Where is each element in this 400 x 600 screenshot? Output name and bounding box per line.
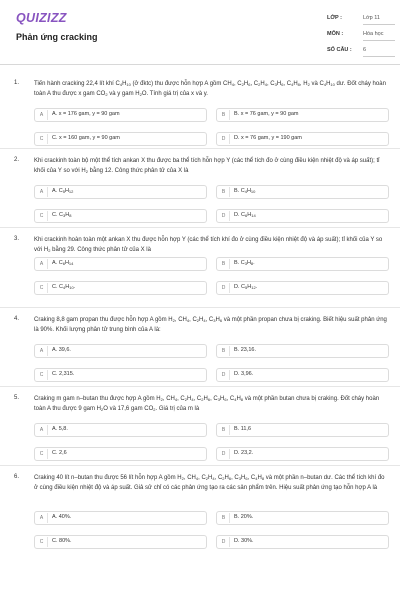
option-text: A. 39,6.: [52, 347, 71, 353]
answer-option-a[interactable]: [34, 257, 207, 271]
option-text: D. 30%.: [234, 538, 254, 544]
answer-option-d[interactable]: [216, 447, 389, 461]
answer-option-b[interactable]: [216, 511, 389, 525]
option-letter-badge: A: [36, 187, 48, 197]
question-number: 5.: [14, 395, 20, 401]
answer-option-c[interactable]: [34, 368, 207, 382]
answer-option-a[interactable]: [34, 185, 207, 199]
answer-option-b[interactable]: [216, 257, 389, 271]
answer-option-a[interactable]: [34, 344, 207, 358]
question-text: Tiến hành cracking 22,4 lít khí $C_4H_{10}$ (ở đktc) thu được hỗn hợp A gồm $CH_4$, $C_2H_6$, $C_2H_4$, $C_3H_6$, $C_4H_8$, $H_2$ và $C_4H_{10}$ dư. Đốt cháy hoàn toàn A thu được x gam $CO_2$ và y gam $H_2O$. Tính giá trị của x và y.: [34, 81, 386, 97]
option-text: D. 23,2.: [234, 450, 254, 456]
question-number: 2.: [14, 157, 20, 163]
option-text: D. $C_5H_{12}$.: [234, 284, 258, 290]
option-text: C. x = 160 gam, y = 90 gam: [52, 135, 120, 141]
question-divider: [0, 227, 400, 228]
option-text: D. 3,96.: [234, 371, 254, 377]
option-letter-badge: C: [36, 134, 48, 144]
meta-class-value: Lớp 11: [363, 15, 380, 21]
answer-option-b[interactable]: [216, 423, 389, 437]
answer-option-c[interactable]: [34, 535, 207, 549]
question-number: 6.: [14, 474, 20, 480]
option-letter-badge: D: [218, 449, 230, 459]
quizizz-logo: QUIZIZZ: [16, 11, 67, 25]
answer-option-a[interactable]: [34, 511, 207, 525]
answer-option-c[interactable]: [34, 209, 207, 223]
option-text: B. 11,6: [234, 426, 252, 432]
question-divider: [0, 307, 400, 308]
option-text: C. 2,315.: [52, 371, 75, 377]
question-text: Craking 40 lít n–butan thu được 56 lít hỗn hợp A gồm $H_2$, $CH_4$, $C_2H_4$, $C_2H_6$, $C_3H_6$, $C_4H_8$ và một phần n–butan dư. Các thể tích khí đo ở cùng điều kiện nhiệt độ và áp suất. Giả sử chỉ có các phản ứng tạo ra các sản phẩm trên. Hiệu suất phản ứng tạo hỗn hợp A là: [34, 475, 385, 491]
question-divider: [0, 465, 400, 466]
question-text: Khi crackinh toàn bộ một thể tích ankan X thu được ba thể tích hỗn hợp Y (các thể tích đo ở cùng điều kiện nhiệt độ và áp suất); tỉ khối của Y so với $H_2$ bằng 12. Công thức phân tử của X là: [34, 158, 380, 174]
option-text: B. 23,16.: [234, 347, 257, 353]
option-text: C. $C_3H_8$: [52, 212, 72, 218]
question-text: Khi crackinh hoàn toàn một ankan X thu được hỗn hợp Y (các thể tích khí đo ở cùng điều kiện nhiệt độ và áp suất); tỉ khối của Y so với $H_2$ bằng 29. Công thức phân tử của X là: [34, 237, 383, 253]
option-letter-badge: A: [36, 259, 48, 269]
answer-option-d[interactable]: [216, 209, 389, 223]
question-number: 4.: [14, 316, 20, 322]
answer-option-c[interactable]: [34, 447, 207, 461]
meta-count-value: 6: [363, 47, 367, 53]
option-text: A. 5,8.: [52, 426, 68, 432]
answer-option-d[interactable]: [216, 132, 389, 146]
option-letter-badge: D: [218, 134, 230, 144]
option-letter-badge: B: [218, 187, 230, 197]
worksheet-header: [0, 0, 400, 65]
option-letter-badge: A: [36, 346, 48, 356]
meta-count-row: [327, 44, 389, 57]
answer-option-b[interactable]: [216, 185, 389, 199]
option-text: B. 20%.: [234, 514, 254, 520]
question-divider: [0, 148, 400, 149]
option-letter-badge: B: [218, 425, 230, 435]
option-letter-badge: C: [36, 283, 48, 293]
question-text: Craking 8,8 gam propan thu được hỗn hợp A gồm $H_2$, $CH_4$, $C_2H_4$, $C_3H_6$ và một phần propan chưa bị craking. Biết hiệu suất phản ứng là 90%. Khối lượng phân tử trung bình của A là:: [34, 317, 387, 333]
option-letter-badge: B: [218, 346, 230, 356]
meta-class-row: [327, 12, 389, 25]
meta-count-underline: [363, 56, 395, 57]
option-letter-badge: C: [36, 211, 48, 221]
option-letter-badge: B: [218, 110, 230, 120]
answer-option-d[interactable]: [216, 368, 389, 382]
option-letter-badge: D: [218, 283, 230, 293]
answer-option-d[interactable]: [216, 281, 389, 295]
option-letter-badge: B: [218, 259, 230, 269]
answer-option-b[interactable]: [216, 108, 389, 122]
option-text: C. 80%.: [52, 538, 72, 544]
option-text: A. x = 176 gam, y = 90 gam: [52, 111, 120, 117]
meta-subject-row: [327, 28, 389, 41]
answer-option-d[interactable]: [216, 535, 389, 549]
option-text: D. x = 76 gam, y = 190 gam: [234, 135, 302, 141]
option-text: C. 2,6: [52, 450, 67, 456]
answer-option-a[interactable]: [34, 423, 207, 437]
option-text: A. $C_5H_{12}$: [52, 188, 74, 194]
option-letter-badge: A: [36, 110, 48, 120]
option-text: A. 40%.: [52, 514, 72, 520]
meta-subject-value: Hóa học: [363, 31, 384, 37]
option-letter-badge: C: [36, 537, 48, 547]
answer-option-a[interactable]: [34, 108, 207, 122]
option-text: B. x = 76 gam, y = 90 gam: [234, 111, 299, 117]
option-text: C. $C_4H_{10}$.: [52, 284, 76, 290]
option-text: B. $C_3H_8$.: [234, 260, 255, 266]
meta-subject-underline: [363, 40, 395, 41]
option-letter-badge: D: [218, 370, 230, 380]
meta-class-underline: [363, 24, 395, 25]
option-letter-badge: B: [218, 513, 230, 523]
option-text: A. $C_6H_{14}$: [52, 260, 74, 266]
option-letter-badge: D: [218, 537, 230, 547]
option-letter-badge: C: [36, 449, 48, 459]
option-letter-badge: A: [36, 425, 48, 435]
meta-count-label: SỐ CÂU :: [327, 47, 352, 53]
question-number: 1.: [14, 80, 20, 86]
answer-option-c[interactable]: [34, 132, 207, 146]
option-letter-badge: D: [218, 211, 230, 221]
option-letter-badge: A: [36, 513, 48, 523]
answer-option-c[interactable]: [34, 281, 207, 295]
question-text: Craking m gam n–butan thu được hợp A gồm $H_2$, $CH_4$, $C_2H_4$, $C_2H_6$, $C_3H_6$, $C_4H_8$ và một phần butan chưa bị craking. Đốt cháy hoàn toàn A thu được 9 gam $H_2O$ và 17,6 gam $CO_2$. Giá trị của m là: [34, 396, 380, 412]
question-divider: [0, 386, 400, 387]
option-text: B. $C_4H_{10}$: [234, 188, 256, 194]
question-number: 3.: [14, 236, 20, 242]
option-letter-badge: C: [36, 370, 48, 380]
option-text: D. $C_6H_{14}$: [234, 212, 256, 218]
answer-option-b[interactable]: [216, 344, 389, 358]
meta-class-label: LỚP :: [327, 15, 342, 21]
worksheet-title: Phản ứng cracking: [16, 32, 98, 42]
meta-subject-label: MÔN :: [327, 31, 344, 37]
